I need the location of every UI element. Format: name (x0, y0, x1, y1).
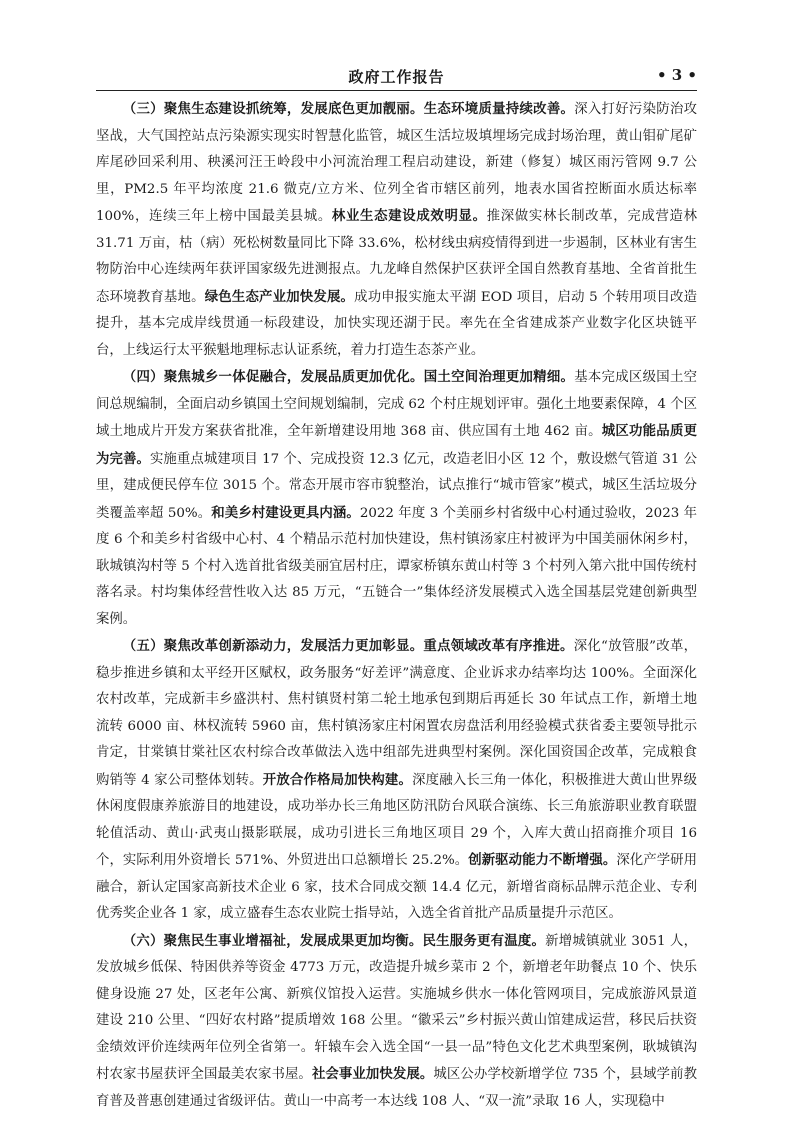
subheading: 生态环境质量持续改善。 (423, 101, 575, 117)
page-number: • 3 • (656, 66, 697, 84)
body-text: 实施重点城建项目 17 个、完成投资 12.3 亿元，改造老旧小区 12 个，敷设燃气管道 31 公里，建成便民停车位 3015 个。常态开展市容市貌整治，试点推行“城市管家”模式，城区生活垃圾分类覆盖率超 50%。 (96, 451, 698, 521)
subheading: 创新驱动能力不断增强。 (468, 852, 617, 868)
body-text: 新增城镇就业 3051 人，发放城乡低保、特困供养等资金 4773 万元，改造提升城乡菜市 2 个，新增老年助餐点 10 个、快乐健身设施 27 处，区老年公寓、新殡仪馆投入运营。实施城乡供水一体化管网项目，完成旅游风景道建设 210 公里、“四好农村路”提质增效 168 公里。“徽采云”乡村振兴黄山馆建成运营，移民后扶资金绩效评价连续两年位列全省第一。轩辕车会入选全国“一县一品”特色文化艺术典型案例，耿城镇沟村农家书屋获评全国最美农家书屋。 (96, 933, 697, 1082)
subheading: 开放合作格局加快构建。 (262, 771, 413, 788)
subheading: 城区功能品质更为完善。 (96, 423, 697, 467)
subheading: 民生服务更有温度。 (422, 932, 546, 949)
body-text: 2022 年度 3 个美丽乡村省级中心村通过验收，2023 年度 6 个和美乡村省级中心村、4 个精品示范村加快建设，焦村镇汤家庄村被评为中国美丽休闲乡村，耿城镇沟村等 5 个村入选首批省级美丽宜居村庄，谭家桥镇东黄山村等 3 个村列入第六批中国传统村落名录。村均集体经营性收入达 85 万元，“五链合一”集体经济发展模式入选全国基层党建创新典型案例。 (96, 505, 698, 627)
body-text: 推深做实林长制改革，完成营造林 31.71 万亩，枯（病）死松树数量同比下降 33.6%，松材线虫病疫情得到进一步遏制，区林业有害生物防治中心连续两年获评国家级先进测报点。九龙峰自然保护区获评全国自然教育基地、全省首批生态环境教育基地。 (96, 209, 698, 305)
subheading: 林业生态建设成效明显。 (331, 208, 487, 224)
report-body (96, 96, 697, 1115)
body-text: 深入打好污染防治攻坚战，大气国控站点污染源实现实时智慧化监管，城区生活垃圾填埋场完成封场治理，黄山钼矿尾矿库尾砂回采利用、秧溪河汪王岭段中小河流治理工程启动建设，新建（修复）城区雨污管网 9.7 公里，PM2.5 年平均浓度 21.6 微克/立方米、位列全省市辖区前列，地表水国省控断面水质达标率 100%，连续三年上榜中国最美县城。 (96, 102, 698, 224)
paragraph-livelihood (96, 928, 697, 1116)
body-text: 深化“放管服”改革，稳步推进乡镇和太平经开区赋权，政务服务“好差评”满意度、企业诉求办结率均达 100%。全面深化农村改革，完成新丰乡盛洪村、焦村镇贤村第二轮土地承包到期后再延长 30 年试点工作，新增土地流转 6000 亩、林权流转 5960 亩，焦村镇汤家庄村闲置农房盘活利用经验模式获省委主要领导批示肯定，甘棠镇甘棠社区农村综合改革做法入选中组部先进典型村案例。深化国资国企改革，完成粮食购销等 4 家公司整体划转。 (96, 639, 697, 788)
section-heading: （六）聚焦民生事业增福祉，发展成果更加均衡。 (122, 932, 423, 949)
paragraph-urban-rural (96, 364, 697, 633)
page-header (96, 66, 697, 91)
subheading: 社会事业加快发展。 (311, 1066, 434, 1082)
body-text: 深度融入长三角一体化，积极推进大黄山世界级休闲度假康养旅游目的地建设，成功举办长三角地区防汛防台风联合演练、长三角旅游职业教育联盟轮值活动、黄山·武夷山摄影联展，成功引进长三角地区项目 29 个，入库大黄山招商推介项目 16 个，实际利用外资增长 571%、外贸进出口总额增长 25.2%。 (96, 772, 698, 868)
body-text: 基本完成区级国土空间总规编制，全面启动乡镇国土空间规划编制，完成 62 个村庄规划评审。强化土地要素保障，4 个区域土地成片开发方案获省批准，全年新增建设用地 368 亩、供应国有土地 462 亩。 (96, 370, 698, 439)
subheading: 绿色生态产业加快发展。 (204, 288, 355, 305)
paragraph-ecology (96, 96, 697, 364)
section-heading: （三）聚焦生态建设抓统筹，发展底色更加靓丽。 (122, 101, 424, 117)
report-title: 政府工作报告 (348, 68, 445, 86)
paragraph-reform (96, 633, 697, 928)
body-text: 城区公办学校新增学位 735 个，县域学前教育普及普惠创建通过省级评估。黄山一中高考一本达线 108 人、“双一流”录取 16 人，实现稳中 (96, 1067, 698, 1109)
section-heading: （五）聚焦改革创新添动力，发展活力更加彰显。 (122, 638, 424, 654)
body-text: 深化产学研用融合，新认定国家高新技术企业 6 家，技术合同成交额 14.4 亿元，新增省商标品牌示范企业、专利优秀奖企业各 1 家，成立盛春生态农业院士指导站，入选全省首批产品质量提升示范区。 (96, 853, 698, 921)
body-text: 成功申报实施太平湖 EOD 项目，启动 5 个转用项目改造提升，基本完成岸线贯通一标段建设，加快实现还湖于民。率先在全省建成茶产业数字化区块链平台，上线运行太平猴魁地理标志认证系统，着力打造生态茶产业。 (96, 289, 698, 358)
subheading: 国土空间治理更加精细。 (423, 369, 575, 385)
subheading: 重点领域改革有序推进。 (423, 638, 574, 654)
subheading: 和美乡村建设更具内涵。 (211, 504, 360, 521)
section-heading: （四）聚焦城乡一体促融合，发展品质更加优化。 (122, 369, 424, 385)
